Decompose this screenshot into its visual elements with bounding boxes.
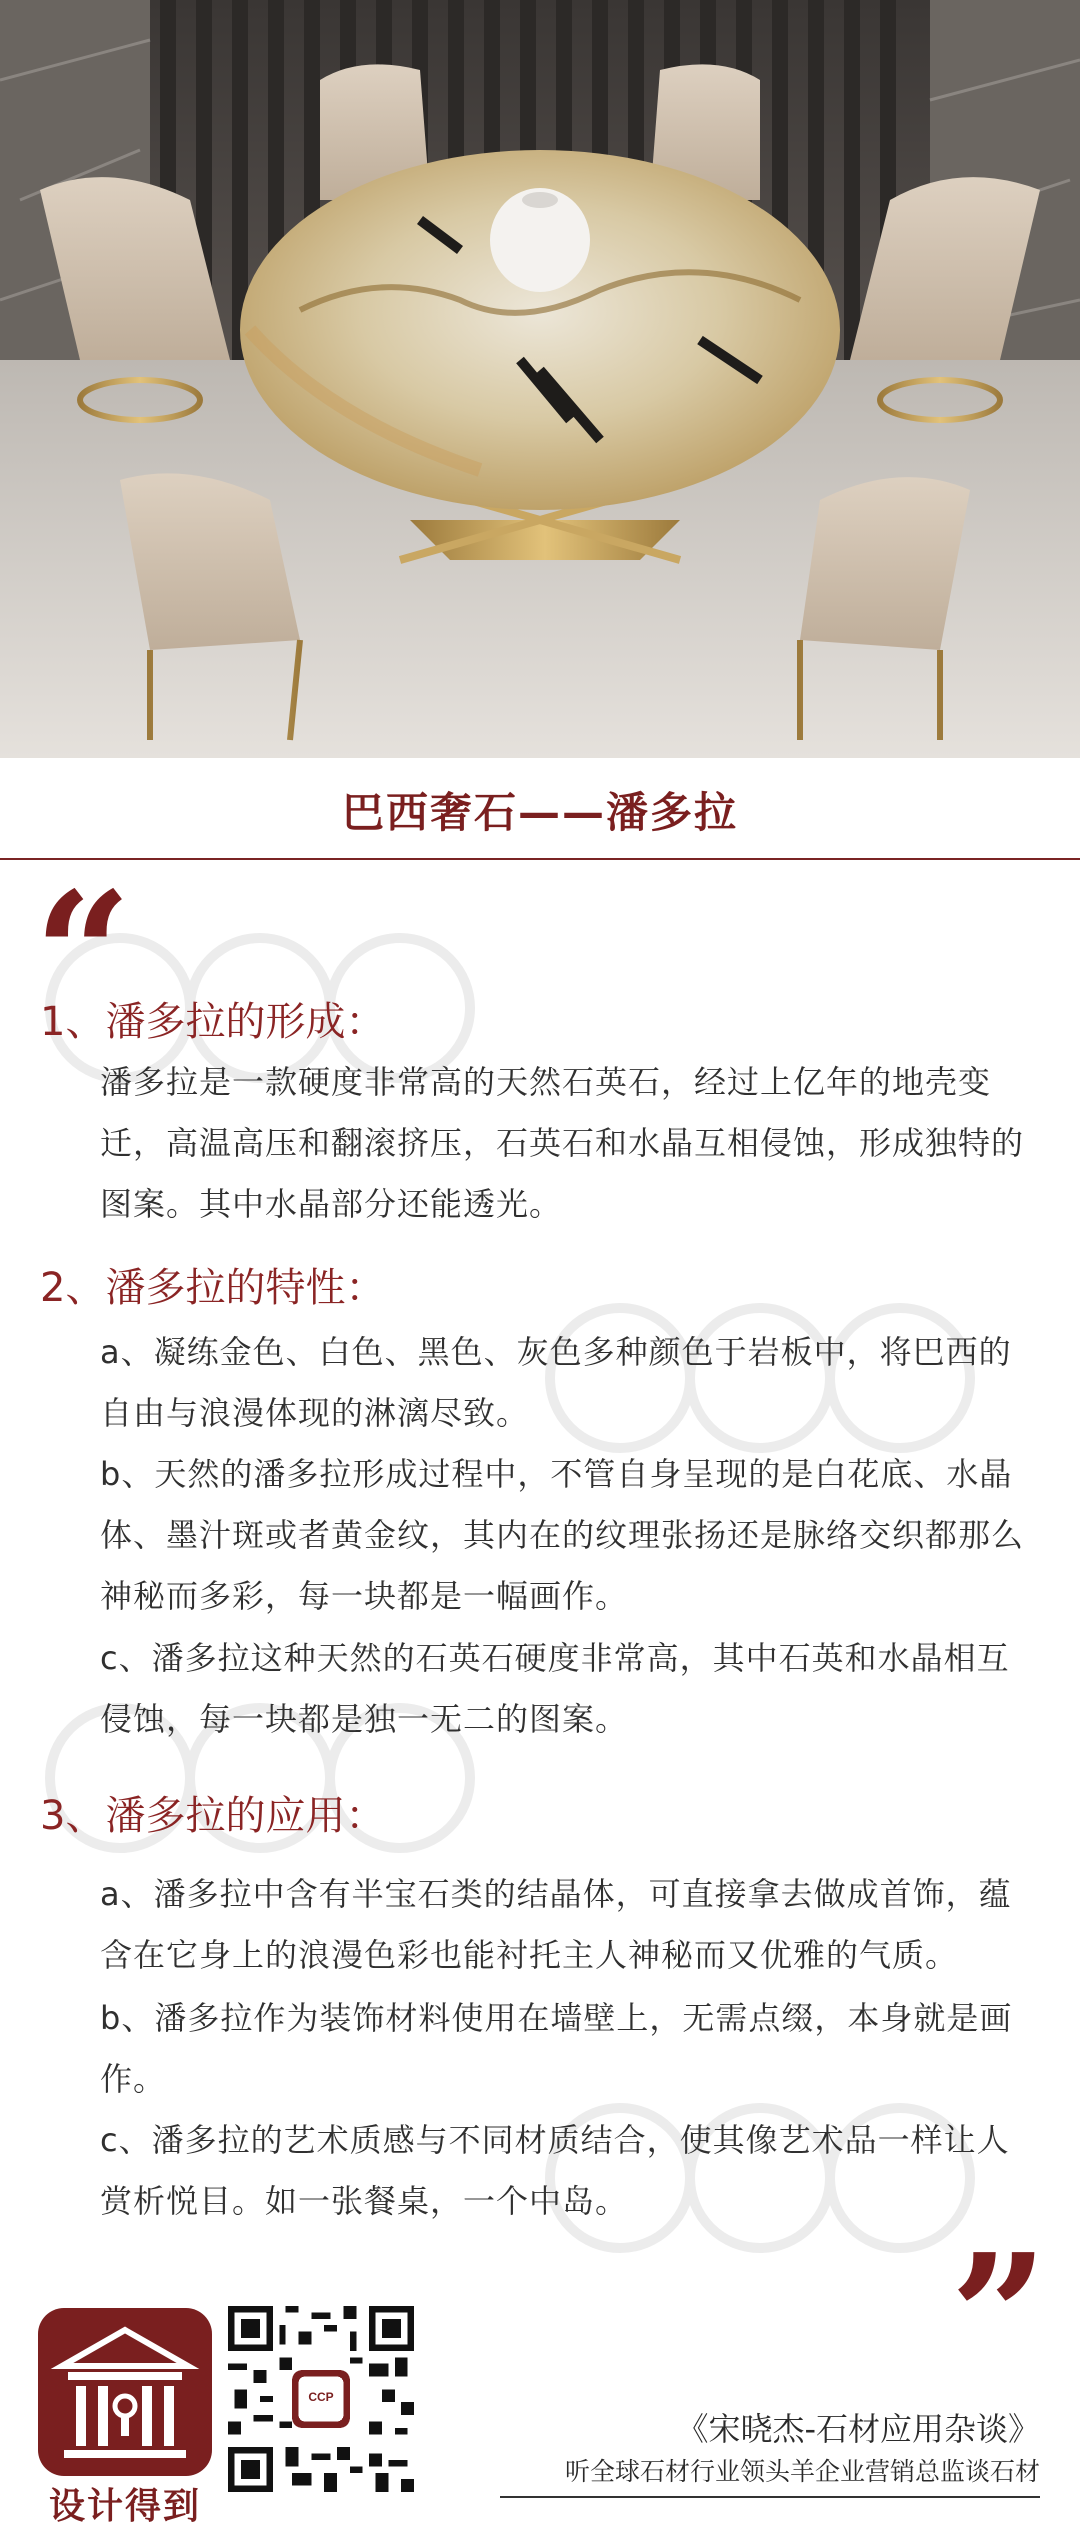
footer-tagline: 听全球石材行业领头羊企业营销总监谈石材: [564, 2457, 1040, 2486]
paragraph-properties-b: b、天然的潘多拉形成过程中，不管自身呈现的是白花底、水晶体、墨汁斑或者黄金纹，其内在的纹理张扬还是脉络交织都那么神秘而多彩，每一块都是一幅画作。: [100, 1455, 1025, 1615]
paragraph-formation: 潘多拉是一款硬度非常高的天然石英石，经过上亿年的地壳变迁，高温高压和翻滚挤压，石英石和水晶互相侵蚀，形成独特的图案。其中水晶部分还能透光。: [100, 1063, 1025, 1223]
section-heading-applications: 3、潘多拉的应用：: [40, 1793, 386, 1839]
hero-photo: [0, 0, 1080, 758]
close-quote-mark: ”: [950, 2217, 1048, 2417]
page-title: 巴西奢石——潘多拉: [341, 788, 738, 837]
paragraph-applications-c: c、潘多拉的艺术质感与不同材质结合，使其像艺术品一样让人赏析悦目。如一张餐桌，一个中岛。: [100, 2121, 1010, 2220]
title-band: [0, 762, 1080, 860]
paragraph-applications-b: b、潘多拉作为装饰材料使用在墙壁上，无需点缀，本身就是画作。: [100, 1999, 1013, 2098]
qr-code[interactable]: [228, 2306, 414, 2492]
paragraph-properties-a: a、凝练金色、白色、黑色、灰色多种颜色于岩板中，将巴西的自由与浪漫体现的淋漓尽致。: [100, 1333, 1012, 1432]
open-quote-mark: “: [34, 855, 132, 1055]
section-heading-properties: 2、潘多拉的特性：: [40, 1265, 386, 1311]
paragraph-properties-c: c、潘多拉这种天然的石英石硬度非常高，其中石英和水晶相互侵蚀，每一块都是独一无二的图案。: [100, 1639, 1010, 1738]
footer-divider: [500, 2496, 1040, 2498]
paragraph-applications-a: a、潘多拉中含有半宝石类的结晶体，可直接拿去做成首饰，蕴含在它身上的浪漫色彩也能衬托主人神秘而又优雅的气质。: [100, 1875, 1012, 1974]
brand-logo-text: 设计得到: [48, 2486, 201, 2527]
dining-room-illustration: [0, 0, 1080, 758]
book-title: 《宋晓杰-石材应用杂谈》: [676, 2410, 1040, 2448]
brand-logo: [38, 2308, 212, 2527]
section-heading-formation: 1、潘多拉的形成：: [40, 999, 386, 1045]
qr-center-label: CCP: [308, 2390, 334, 2404]
